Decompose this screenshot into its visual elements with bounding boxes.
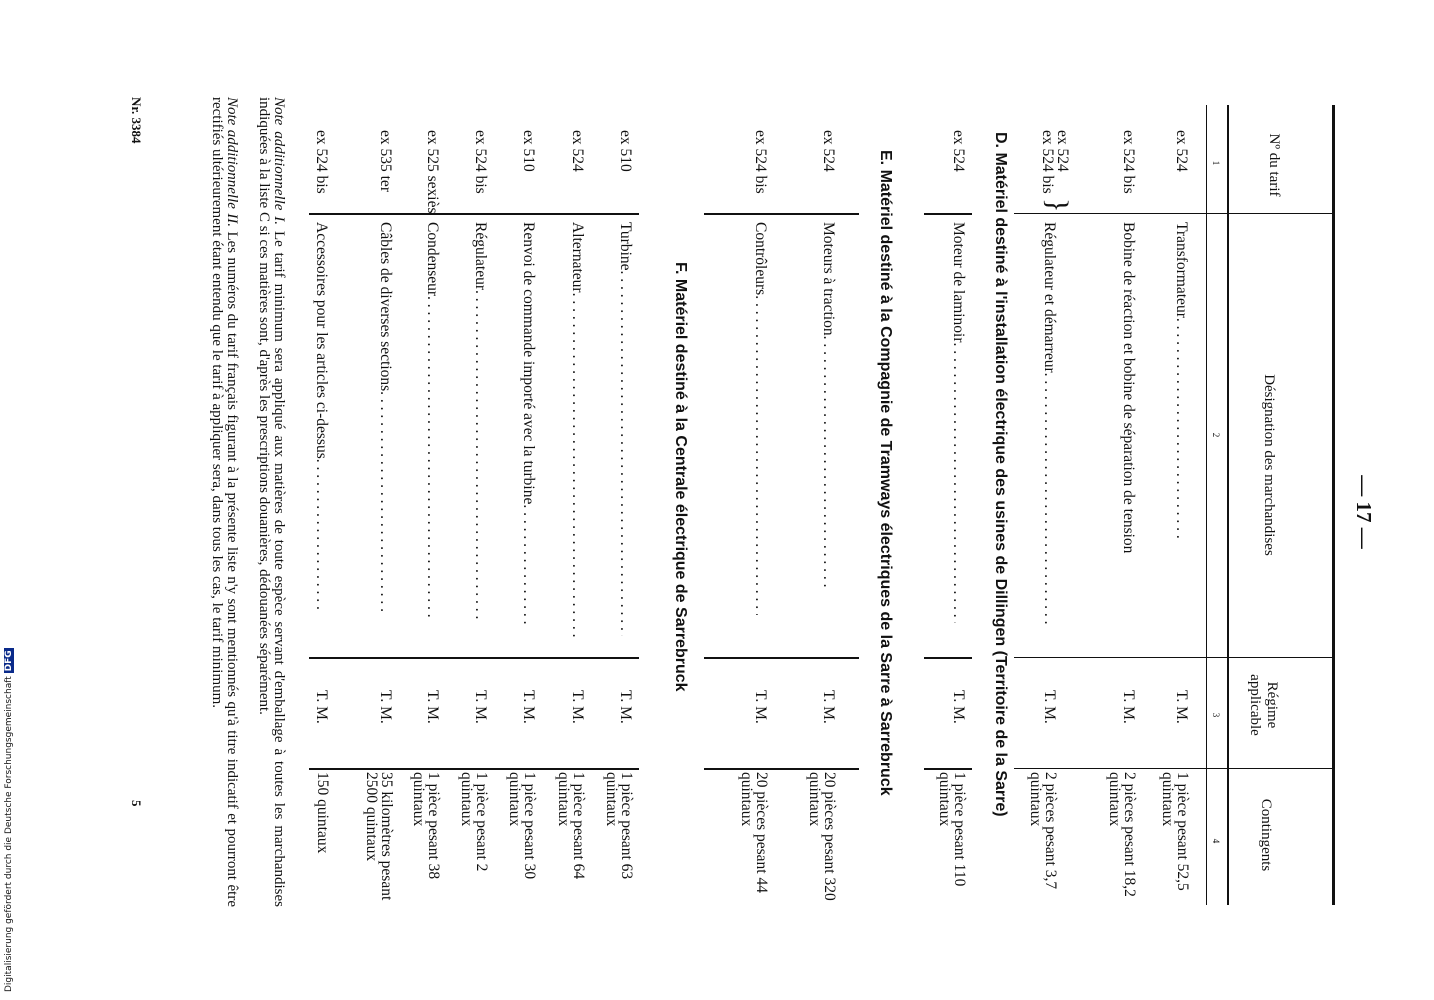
regime-cell: T. M. (950, 690, 967, 724)
col-header-designation: Désignation des marchandises (1261, 374, 1277, 556)
tarif-cell: ex 524 bis (472, 130, 489, 194)
table-top-rule (1332, 105, 1335, 905)
col-number-3: 3 (1211, 712, 1221, 718)
col-header-tarif: Nº du tarif (1266, 133, 1282, 197)
section-f-title: F. Matériel destiné à la Centrale électrique de Sarrebruck (672, 262, 689, 692)
note-additionnelle-1 (256, 97, 286, 907)
page-number: — 17 — (1352, 475, 1376, 549)
contingent-cell: 2 pièces pesant 18,2 quintaux (1106, 772, 1138, 897)
table-divider (924, 213, 972, 215)
table-divider (1014, 768, 1332, 769)
dfg-logo: DFG (4, 650, 14, 672)
regime-cell: T. M. (472, 690, 489, 724)
regime-cell: T. M. (1120, 690, 1137, 724)
designation-cell (1172, 222, 1190, 652)
designation-cell: Turbine. . . (616, 222, 634, 652)
regime-cell: T. M. (313, 690, 330, 724)
col-number-1: 1 (1211, 160, 1221, 166)
designation-text: Transformateur (1173, 222, 1190, 318)
designation-cell: Contrôleurs. . . (751, 222, 769, 652)
tarif-cell: ex 524 bis (1120, 130, 1137, 194)
designation-cell: Moteur de laminoir. . . (949, 222, 967, 652)
tarif-cell: ex 524 bis (752, 130, 769, 194)
section-e-title: E. Matériel destiné à la Compagnie de Tramways électriques de la Sarre à Sarrebruck (877, 150, 894, 796)
table-divider (704, 657, 859, 659)
regime-cell: T. M. (617, 690, 634, 724)
note-label: Note additionnelle II. (224, 97, 240, 228)
contingent-cell: 1 pièce pesant 30 quintaux (506, 772, 538, 880)
tarif-cell: ex 524 ex 524 bis (1039, 130, 1071, 194)
table-header-rule (1227, 105, 1229, 905)
note-text: Le tarif minimum sera appliqué aux matières de toute espèce servant d'emballage à toutes les marchandises indiquées à la liste C si ces matières sont, d'après les prescriptions douanières, dédouanées séparément. (256, 97, 287, 907)
designation-cell: Régulateur. . . (471, 222, 489, 652)
designation-cell: Alternateur. . . (568, 222, 586, 652)
footer-left: Nr. 3384 (129, 97, 144, 144)
table-divider (309, 657, 639, 659)
tarif-cell: ex 525 sexiès (424, 130, 441, 214)
regime-cell: T. M. (1041, 690, 1058, 724)
col-header-regime: Régime applicable (1247, 674, 1280, 736)
tarif-cell: ex 535 ter (377, 130, 394, 192)
regime-cell: T. M. (752, 690, 769, 724)
designation-cell: Câbles de diverses sections. . . (376, 222, 394, 652)
contingent-cell: 1 pièce pesant 52,5 quintaux (1159, 772, 1191, 891)
tarif-cell: ex 524 bis (313, 130, 330, 194)
regime-cell: T. M. (820, 690, 837, 724)
regime-cell: T. M. (377, 690, 394, 724)
table-divider (704, 213, 859, 215)
table-divider (924, 657, 972, 659)
col-number-2: 2 (1211, 432, 1221, 438)
designation-cell: Moteurs à traction. . . (819, 222, 837, 652)
designation-cell: Bobine de réaction et bobine de séparation de tension (1120, 222, 1137, 554)
regime-cell: T. M. (424, 690, 441, 724)
regime-cell: T. M. (569, 690, 586, 724)
table-divider (309, 768, 639, 770)
contingent-cell: 2 pièces pesant 3,7 quintaux (1027, 772, 1059, 890)
regime-cell: T. M. (520, 690, 537, 724)
contingent-cell: 20 pièces pesant 44 quintaux (738, 772, 770, 893)
table-divider (924, 768, 972, 770)
designation-cell: Accessoires pour les articles ci-dessus. . . (312, 222, 330, 652)
contingent-cell: 1 pièce pesant 2 quintaux (458, 772, 490, 872)
tarif-cell: ex 510 (617, 130, 634, 172)
contingent-cell: 1 pièce pesant 110 quintaux (936, 772, 968, 887)
note-label: Note additionnelle I. (271, 97, 287, 226)
contingent-cell: 150 quintaux (314, 772, 331, 854)
brace: } (1041, 198, 1074, 213)
table-divider (309, 213, 639, 215)
table-divider (1014, 657, 1332, 658)
tarif-cell: ex 524 (820, 130, 837, 172)
col-number-4: 4 (1211, 838, 1221, 844)
note-additionnelle-2 (209, 97, 239, 907)
designation-cell: Renvoi de commande importé avec la turbine. . . (519, 222, 537, 652)
footer-page: 5 (129, 800, 144, 807)
contingent-cell: 1 pièce pesant 64 quintaux (555, 772, 587, 880)
section-d-title: D. Matériel destiné à l'installation électrique des usines de Dillingen (Territoire de la Sarre) (992, 132, 1009, 817)
table-divider (704, 768, 859, 770)
tarif-cell: ex 524 (1173, 130, 1190, 172)
regime-cell: T. M. (1173, 690, 1190, 724)
designation-cell: Régulateur et démarreur. . . (1040, 222, 1058, 652)
contingent-cell: 20 pièces pesant 320 quintaux (806, 772, 838, 901)
tarif-cell: ex 524 (950, 130, 967, 172)
col-number-rule (1206, 105, 1207, 905)
contingent-cell: 35 kilomètres pesant 2500 quintaux (363, 772, 395, 901)
note-text: Les numéros du tarif français figurant à la présente liste n'y sont mentionnés qu'à titre indicatif et pourront être rectifiés ultérieurement étant entendu que le tarif à appliquer sera, dans tous les cas, le tarif minimum. (209, 97, 240, 907)
designation-cell: Condenseur. . . (423, 222, 441, 652)
col-header-contingents: Contingents (1258, 798, 1274, 872)
table-divider (1014, 213, 1332, 214)
contingent-cell: 1 pièce pesant 38 quintaux (410, 772, 442, 880)
dfg-watermark-text: Digitalisierung gefördert durch die Deutsche Forschungsgemeinschaft (4, 676, 14, 992)
tarif-cell: ex 524 (569, 130, 586, 172)
contingent-cell: 1 pièce pesant 63 quintaux (603, 772, 635, 880)
tarif-cell: ex 510 (520, 130, 537, 172)
